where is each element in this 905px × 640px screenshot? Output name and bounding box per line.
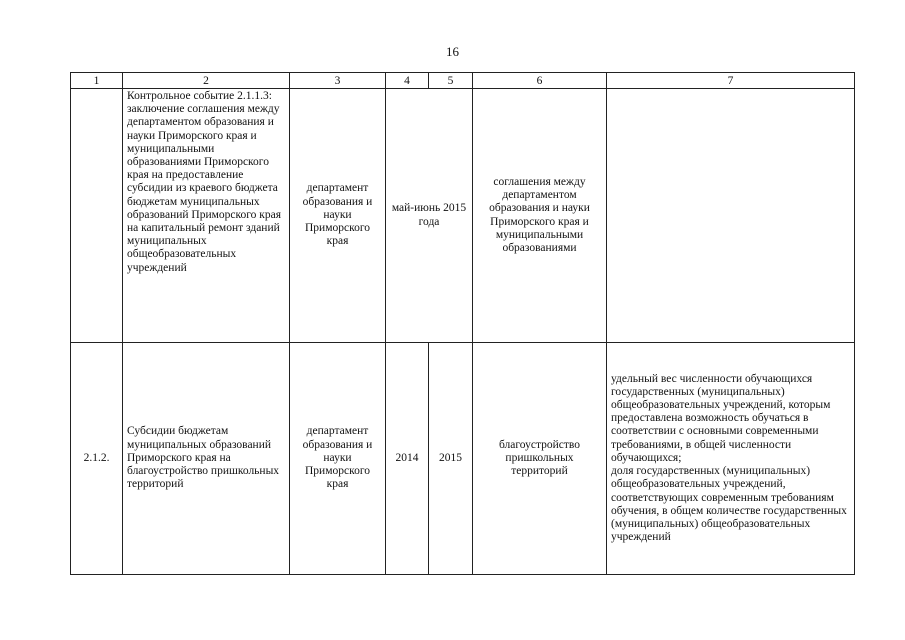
executor-cell: департамент образования и науки Приморского края (290, 89, 386, 343)
table-row (71, 343, 855, 575)
start-year-cell: 2014 (386, 343, 429, 575)
column-header: 6 (473, 73, 607, 89)
column-header: 7 (607, 73, 855, 89)
table-row (71, 89, 855, 343)
description-cell: Контрольное событие 2.1.1.3: заключение соглашения между департаментом образования и науки Приморского края и муниципальными образованиями Приморского края на предоставление субсидии из краевого бюджета бюджетам муниципальных образований Приморского края на капитальный ремонт зданий муниципальных общеобразовательных учреждений (123, 89, 290, 343)
description-cell: Субсидии бюджетам муниципальных образований Приморского края на благоустройство пришкольных территорий (123, 343, 290, 575)
page-number: 16 (446, 44, 459, 59)
executor-cell: департамент образования и науки Приморского края (290, 343, 386, 575)
column-header: 1 (71, 73, 123, 89)
result-cell: благоустройство пришкольных территорий (473, 343, 607, 575)
result-cell: соглашения между департаментом образования и науки Приморского края и муниципальными образованиями (473, 89, 607, 343)
column-header: 3 (290, 73, 386, 89)
row-number-cell: 2.1.2. (71, 343, 123, 575)
indicators-cell (607, 89, 855, 343)
end-year-cell: 2015 (429, 343, 473, 575)
table-header-row (71, 73, 855, 89)
row-number-cell (71, 89, 123, 343)
column-header: 4 (386, 73, 429, 89)
column-header: 5 (429, 73, 473, 89)
period-cell: май-июнь 2015 года (386, 89, 473, 343)
plan-table (70, 72, 855, 575)
column-header: 2 (123, 73, 290, 89)
indicators-cell: удельный вес численности обучающихся государственных (муниципальных) общеобразовательных учреждений, которым предоставлена возможность обучаться в соответствии с основными современными требованиями, в общей численности обучающихся; доля государственных (муниципальных) общеобразовательных учреждений, соответствующих современным требованиям обучения, в общем количестве государственных (муниципальных) общеобразовательных учреждений (607, 343, 855, 575)
